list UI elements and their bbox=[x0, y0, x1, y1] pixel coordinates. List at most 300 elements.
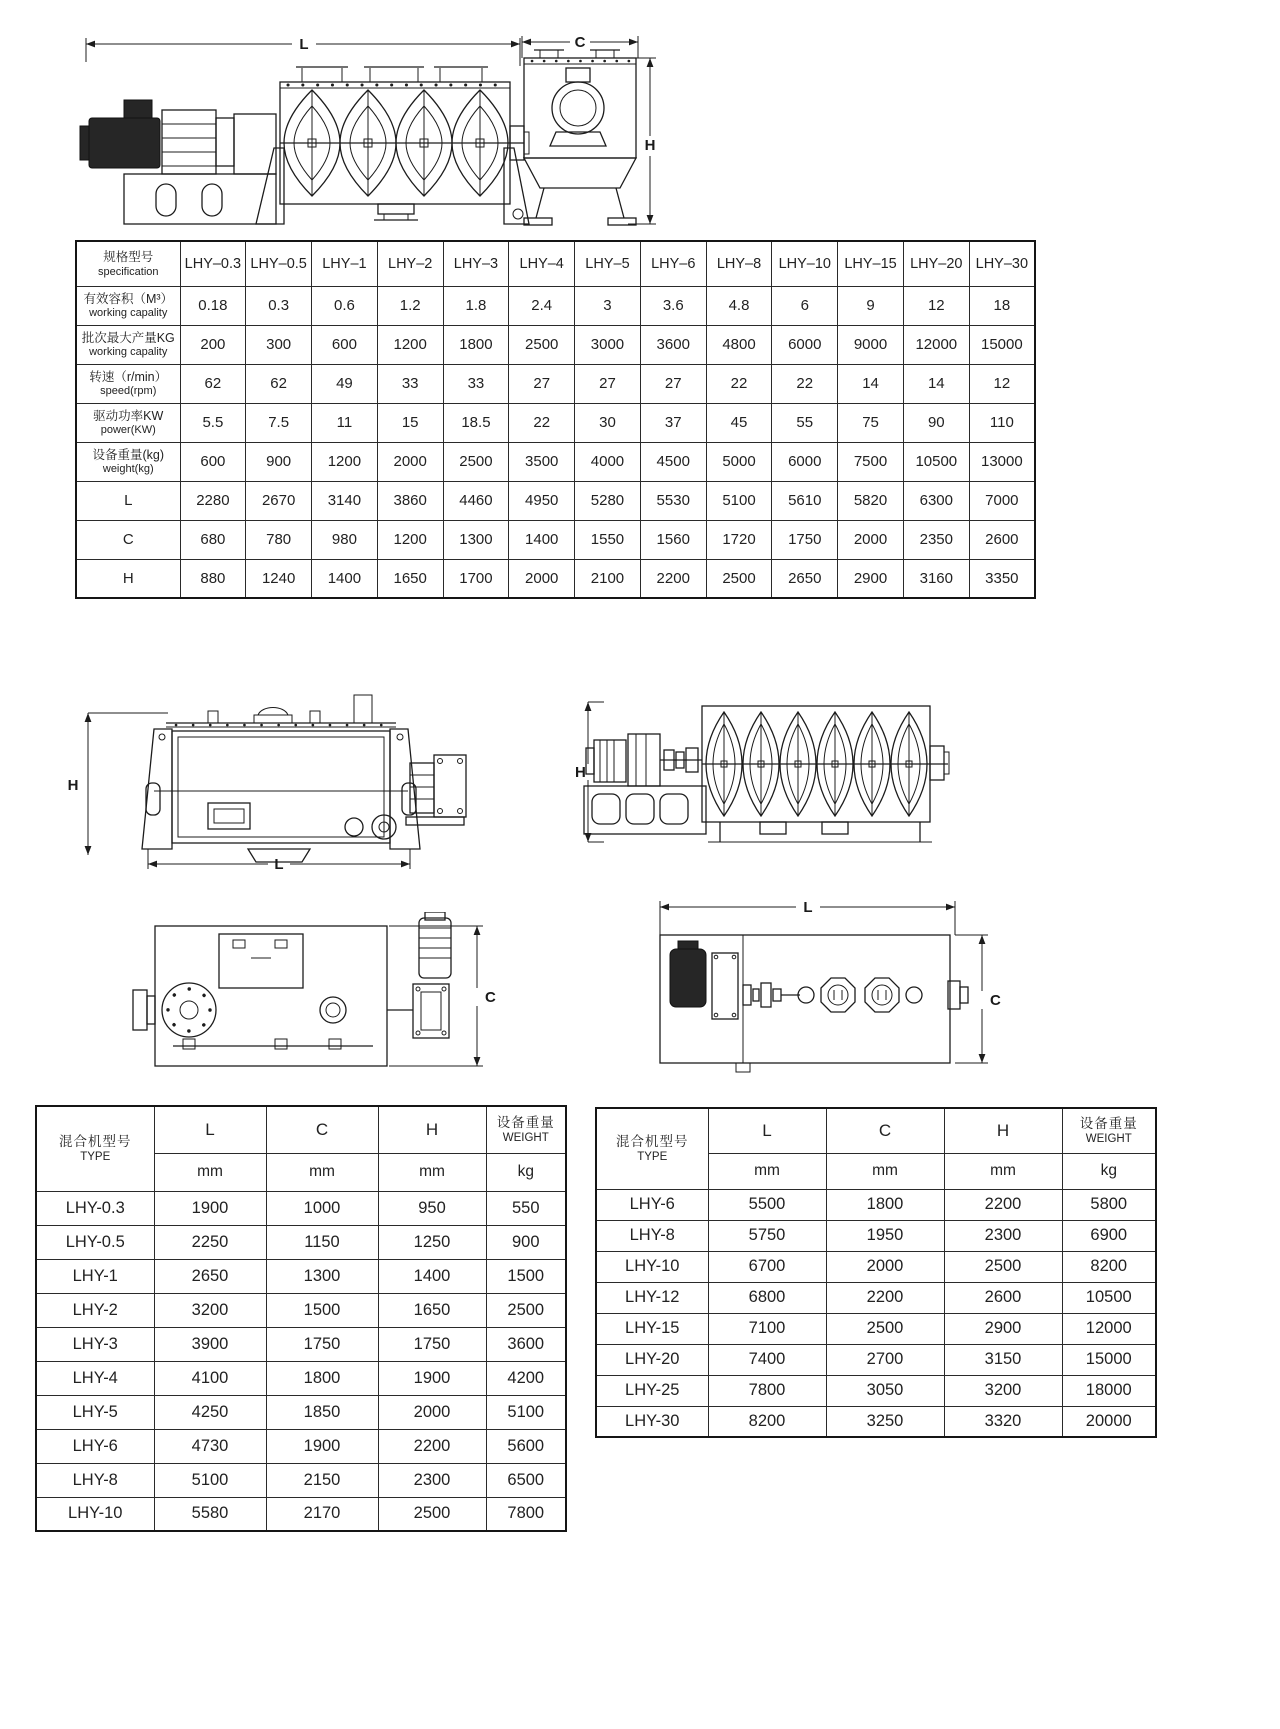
end-bearing bbox=[930, 746, 944, 780]
motor-terminal-box bbox=[124, 100, 152, 118]
spec-col-header: LHY–6 bbox=[640, 241, 706, 286]
dimension-row bbox=[36, 1327, 566, 1361]
dimension-cell: 3900 bbox=[154, 1327, 266, 1361]
spec-row-label: 批次最大产量KG working capality bbox=[76, 325, 180, 364]
spec-cell: 27 bbox=[509, 364, 575, 403]
spec-cell: 5820 bbox=[838, 481, 904, 520]
weight-header-en: WEIGHT bbox=[1085, 1132, 1132, 1145]
type-cell: LHY-10 bbox=[596, 1251, 708, 1282]
right-dimension-table bbox=[595, 1107, 1157, 1438]
spec-cell: 200 bbox=[180, 325, 246, 364]
spec-cell: 1800 bbox=[443, 325, 509, 364]
dimension-cell: 1500 bbox=[486, 1259, 566, 1293]
type-cell: LHY-1 bbox=[36, 1259, 154, 1293]
spec-cell: 3 bbox=[575, 286, 641, 325]
dimension-cell: 3050 bbox=[826, 1375, 944, 1406]
spec-cell: 5530 bbox=[640, 481, 706, 520]
col-header-L: L bbox=[708, 1108, 826, 1153]
spec-cell: 780 bbox=[246, 520, 312, 559]
manhole-flange bbox=[162, 983, 216, 1037]
spec-cell: 1400 bbox=[509, 520, 575, 559]
dim-label-L: L bbox=[274, 856, 284, 873]
spec-col-header: LHY–5 bbox=[575, 241, 641, 286]
dim-label-L: L bbox=[803, 899, 813, 916]
dimension-cell: 1150 bbox=[266, 1225, 378, 1259]
spec-col-header: LHY–4 bbox=[509, 241, 575, 286]
spec-cell: 2100 bbox=[575, 559, 641, 598]
spec-cell: 18.5 bbox=[443, 403, 509, 442]
spec-cell: 680 bbox=[180, 520, 246, 559]
type-cell: LHY-4 bbox=[36, 1361, 154, 1395]
dimension-row bbox=[36, 1259, 566, 1293]
spec-cell: 1240 bbox=[246, 559, 312, 598]
spec-cell: 1.2 bbox=[377, 286, 443, 325]
dimension-row bbox=[596, 1189, 1156, 1220]
spec-cell: 27 bbox=[575, 364, 641, 403]
spec-cell: 9000 bbox=[838, 325, 904, 364]
dimension-cell: 1800 bbox=[266, 1361, 378, 1395]
spec-cell: 1750 bbox=[772, 520, 838, 559]
dimension-cell: 7800 bbox=[486, 1497, 566, 1531]
spec-cell: 5610 bbox=[772, 481, 838, 520]
dimension-cell: 20000 bbox=[1062, 1406, 1156, 1437]
dimension-cell: 2500 bbox=[486, 1293, 566, 1327]
spec-cell: 10500 bbox=[903, 442, 969, 481]
type-header-en: TYPE bbox=[80, 1150, 111, 1163]
dimension-cell: 6800 bbox=[708, 1282, 826, 1313]
spec-col-header: LHY–15 bbox=[838, 241, 904, 286]
spec-cell: 1.8 bbox=[443, 286, 509, 325]
dimension-cell: 10500 bbox=[1062, 1282, 1156, 1313]
spec-cell: 0.6 bbox=[312, 286, 378, 325]
spec-cell: 3160 bbox=[903, 559, 969, 598]
spec-row-label: H bbox=[76, 559, 180, 598]
spec-cell: 4460 bbox=[443, 481, 509, 520]
spec-cell: 1200 bbox=[312, 442, 378, 481]
type-cell: LHY-6 bbox=[36, 1429, 154, 1463]
type-header bbox=[36, 1106, 154, 1191]
spec-row-label: L bbox=[76, 481, 180, 520]
dimension-cell: 2500 bbox=[378, 1497, 486, 1531]
dimension-cell: 3200 bbox=[154, 1293, 266, 1327]
motor-end-cap bbox=[80, 126, 89, 160]
unit-kg: kg bbox=[486, 1153, 566, 1191]
type-cell: LHY-8 bbox=[36, 1463, 154, 1497]
drive-base bbox=[124, 174, 276, 224]
col-header-L: L bbox=[154, 1106, 266, 1153]
dimension-cell: 6500 bbox=[486, 1463, 566, 1497]
type-cell: LHY-0.5 bbox=[36, 1225, 154, 1259]
spec-cell: 3.6 bbox=[640, 286, 706, 325]
spec-cell: 3600 bbox=[640, 325, 706, 364]
dimension-row bbox=[596, 1282, 1156, 1313]
spec-cell: 2500 bbox=[706, 559, 772, 598]
spec-cell: 49 bbox=[312, 364, 378, 403]
spec-col-header: LHY–30 bbox=[969, 241, 1035, 286]
dimension-cell: 900 bbox=[486, 1225, 566, 1259]
type-cell: LHY-6 bbox=[596, 1189, 708, 1220]
spec-cell: 6000 bbox=[772, 442, 838, 481]
dimension-cell: 4250 bbox=[154, 1395, 266, 1429]
spec-cell: 7.5 bbox=[246, 403, 312, 442]
spec-cell: 2900 bbox=[838, 559, 904, 598]
spec-header-en: specification bbox=[97, 265, 159, 278]
spec-col-header: LHY–20 bbox=[903, 241, 969, 286]
spec-cell: 7000 bbox=[969, 481, 1035, 520]
dimension-cell: 2650 bbox=[154, 1259, 266, 1293]
dim-label-H: H bbox=[67, 777, 79, 794]
dimension-cell: 2300 bbox=[378, 1463, 486, 1497]
dimension-row bbox=[36, 1497, 566, 1531]
spec-cell: 3350 bbox=[969, 559, 1035, 598]
spec-cell: 15000 bbox=[969, 325, 1035, 364]
dimension-cell: 1650 bbox=[378, 1293, 486, 1327]
front-panel bbox=[172, 731, 390, 843]
spec-cell: 2000 bbox=[509, 559, 575, 598]
unit-mm: mm bbox=[266, 1153, 378, 1191]
dimension-cell: 5100 bbox=[486, 1395, 566, 1429]
spec-cell: 75 bbox=[838, 403, 904, 442]
end-housing bbox=[524, 58, 636, 158]
spec-cell: 62 bbox=[246, 364, 312, 403]
dimension-cell: 2200 bbox=[944, 1189, 1062, 1220]
weight-header-zh: 设备重量 bbox=[496, 1114, 555, 1130]
weight-header bbox=[1062, 1108, 1156, 1153]
unit-kg: kg bbox=[1062, 1153, 1156, 1189]
spec-cell: 5280 bbox=[575, 481, 641, 520]
spec-cell: 1400 bbox=[312, 559, 378, 598]
spec-cell: 3500 bbox=[509, 442, 575, 481]
dimension-row bbox=[596, 1251, 1156, 1282]
unit-mm: mm bbox=[708, 1153, 826, 1189]
spec-col-header: LHY–0.5 bbox=[246, 241, 312, 286]
spec-cell: 33 bbox=[443, 364, 509, 403]
plan-body bbox=[155, 926, 387, 1066]
drawing-plan-view-long bbox=[610, 895, 1012, 1083]
drawing-end-view bbox=[500, 28, 660, 230]
spec-col-header: LHY–3 bbox=[443, 241, 509, 286]
spec-cell: 14 bbox=[903, 364, 969, 403]
dimension-cell: 8200 bbox=[708, 1406, 826, 1437]
spec-cell: 1200 bbox=[377, 325, 443, 364]
spec-cell: 0.3 bbox=[246, 286, 312, 325]
drawing-front-view bbox=[58, 643, 472, 873]
spec-row bbox=[76, 520, 1035, 559]
spec-cell: 13000 bbox=[969, 442, 1035, 481]
spec-cell: 4.8 bbox=[706, 286, 772, 325]
dimension-cell: 2600 bbox=[944, 1282, 1062, 1313]
motor bbox=[670, 949, 706, 1007]
dimension-cell: 2300 bbox=[944, 1220, 1062, 1251]
spec-cell: 22 bbox=[509, 403, 575, 442]
spec-cell: 37 bbox=[640, 403, 706, 442]
spec-cell: 3140 bbox=[312, 481, 378, 520]
spec-cell: 2200 bbox=[640, 559, 706, 598]
dimension-cell: 1900 bbox=[378, 1361, 486, 1395]
spec-cell: 22 bbox=[706, 364, 772, 403]
type-cell: LHY-8 bbox=[596, 1220, 708, 1251]
type-header bbox=[596, 1108, 708, 1189]
spec-cell: 55 bbox=[772, 403, 838, 442]
dimension-cell: 3200 bbox=[944, 1375, 1062, 1406]
spec-cell: 2.4 bbox=[509, 286, 575, 325]
dimension-cell: 2000 bbox=[826, 1251, 944, 1282]
spec-cell: 2600 bbox=[969, 520, 1035, 559]
dimension-cell: 7800 bbox=[708, 1375, 826, 1406]
spec-cell: 2670 bbox=[246, 481, 312, 520]
dimension-cell: 2250 bbox=[154, 1225, 266, 1259]
col-header-C: C bbox=[266, 1106, 378, 1153]
spec-cell: 0.18 bbox=[180, 286, 246, 325]
dimension-row bbox=[596, 1406, 1156, 1437]
dimension-row bbox=[36, 1395, 566, 1429]
dimension-cell: 1900 bbox=[154, 1191, 266, 1225]
dim-label-L: L bbox=[299, 36, 309, 53]
spec-col-header: LHY–2 bbox=[377, 241, 443, 286]
type-cell: LHY-10 bbox=[36, 1497, 154, 1531]
dimension-cell: 2200 bbox=[378, 1429, 486, 1463]
dimension-cell: 2170 bbox=[266, 1497, 378, 1531]
spec-header-zh: 规格型号 bbox=[103, 250, 154, 265]
spec-cell: 1560 bbox=[640, 520, 706, 559]
spec-cell: 2500 bbox=[509, 325, 575, 364]
drawing-side-view bbox=[78, 28, 530, 230]
spec-row-label: 转速（r/min） speed(rpm) bbox=[76, 364, 180, 403]
dimension-cell: 1750 bbox=[266, 1327, 378, 1361]
dimension-cell: 7100 bbox=[708, 1313, 826, 1344]
type-cell: LHY-2 bbox=[36, 1293, 154, 1327]
cover-plate bbox=[219, 934, 303, 988]
dimension-cell: 4730 bbox=[154, 1429, 266, 1463]
spec-cell: 45 bbox=[706, 403, 772, 442]
dimension-cell: 2000 bbox=[378, 1395, 486, 1429]
spec-cell: 1650 bbox=[377, 559, 443, 598]
type-cell: LHY-0.3 bbox=[36, 1191, 154, 1225]
spec-cell: 4500 bbox=[640, 442, 706, 481]
spec-cell: 1550 bbox=[575, 520, 641, 559]
dimension-row bbox=[596, 1313, 1156, 1344]
spec-cell: 15 bbox=[377, 403, 443, 442]
drawing-plan-view-small bbox=[125, 912, 507, 1088]
type-cell: LHY-12 bbox=[596, 1282, 708, 1313]
dimension-cell: 950 bbox=[378, 1191, 486, 1225]
dimension-cell: 1950 bbox=[826, 1220, 944, 1251]
weight-header bbox=[486, 1106, 566, 1153]
spec-table bbox=[75, 240, 1036, 599]
spec-cell: 600 bbox=[180, 442, 246, 481]
dimension-cell: 6700 bbox=[708, 1251, 826, 1282]
type-header-zh: 混合机型号 bbox=[59, 1133, 132, 1149]
dim-label-C: C bbox=[574, 34, 586, 51]
unit-mm: mm bbox=[826, 1153, 944, 1189]
dimension-cell: 1300 bbox=[266, 1259, 378, 1293]
col-header-C: C bbox=[826, 1108, 944, 1153]
spec-row-label: C bbox=[76, 520, 180, 559]
dimension-cell: 5580 bbox=[154, 1497, 266, 1531]
dimension-cell: 1850 bbox=[266, 1395, 378, 1429]
dimension-cell: 3150 bbox=[944, 1344, 1062, 1375]
dimension-cell: 4100 bbox=[154, 1361, 266, 1395]
spec-col-header: LHY–10 bbox=[772, 241, 838, 286]
type-cell: LHY-5 bbox=[36, 1395, 154, 1429]
spec-cell: 6000 bbox=[772, 325, 838, 364]
dimension-cell: 2700 bbox=[826, 1344, 944, 1375]
dimension-cell: 5750 bbox=[708, 1220, 826, 1251]
dimension-row bbox=[36, 1361, 566, 1395]
dimension-cell: 3320 bbox=[944, 1406, 1062, 1437]
spec-cell: 6 bbox=[772, 286, 838, 325]
type-header-zh: 混合机型号 bbox=[616, 1133, 689, 1149]
spec-cell: 900 bbox=[246, 442, 312, 481]
spec-cell: 9 bbox=[838, 286, 904, 325]
spec-cell: 2000 bbox=[838, 520, 904, 559]
spec-cell: 980 bbox=[312, 520, 378, 559]
dimension-cell: 1500 bbox=[266, 1293, 378, 1327]
weight-header-en: WEIGHT bbox=[502, 1131, 549, 1144]
gearbox bbox=[162, 110, 216, 174]
spec-cell: 11 bbox=[312, 403, 378, 442]
dimension-row bbox=[36, 1191, 566, 1225]
unit-mm: mm bbox=[378, 1153, 486, 1191]
type-cell: LHY-20 bbox=[596, 1344, 708, 1375]
dimension-cell: 4200 bbox=[486, 1361, 566, 1395]
spec-cell: 12000 bbox=[903, 325, 969, 364]
spec-cell: 22 bbox=[772, 364, 838, 403]
discharge-valve bbox=[378, 204, 414, 214]
spec-cell: 18 bbox=[969, 286, 1035, 325]
spec-cell: 33 bbox=[377, 364, 443, 403]
spec-cell: 1200 bbox=[377, 520, 443, 559]
spec-cell: 7500 bbox=[838, 442, 904, 481]
spec-col-header: LHY–1 bbox=[312, 241, 378, 286]
spec-header-label bbox=[76, 241, 180, 286]
dimension-cell: 8200 bbox=[1062, 1251, 1156, 1282]
dimension-row bbox=[36, 1463, 566, 1497]
spec-cell: 12 bbox=[903, 286, 969, 325]
spec-row-label: 有效容积（M³） working capality bbox=[76, 286, 180, 325]
spec-cell: 1700 bbox=[443, 559, 509, 598]
spec-cell: 600 bbox=[312, 325, 378, 364]
spec-cell: 4000 bbox=[575, 442, 641, 481]
dimension-row bbox=[36, 1293, 566, 1327]
dim-label-H: H bbox=[575, 764, 586, 781]
drawing-ribbon-side-view bbox=[570, 682, 982, 854]
motor bbox=[594, 740, 626, 782]
spec-cell: 4800 bbox=[706, 325, 772, 364]
dim-label-C: C bbox=[990, 992, 1001, 1009]
spec-cell: 1300 bbox=[443, 520, 509, 559]
type-cell: LHY-15 bbox=[596, 1313, 708, 1344]
dimension-row bbox=[36, 1225, 566, 1259]
spec-cell: 90 bbox=[903, 403, 969, 442]
dimension-cell: 12000 bbox=[1062, 1313, 1156, 1344]
spec-row bbox=[76, 325, 1035, 364]
dim-label-H: H bbox=[644, 137, 656, 154]
dimension-cell: 2500 bbox=[826, 1313, 944, 1344]
spec-cell: 4950 bbox=[509, 481, 575, 520]
spec-row bbox=[76, 559, 1035, 598]
spec-cell: 880 bbox=[180, 559, 246, 598]
gearbox bbox=[712, 953, 738, 1019]
dimension-cell: 18000 bbox=[1062, 1375, 1156, 1406]
spec-cell: 6300 bbox=[903, 481, 969, 520]
dimension-cell: 1800 bbox=[826, 1189, 944, 1220]
dimension-cell: 1250 bbox=[378, 1225, 486, 1259]
dimension-cell: 550 bbox=[486, 1191, 566, 1225]
spec-col-header: LHY–0.3 bbox=[180, 241, 246, 286]
dimension-cell: 1000 bbox=[266, 1191, 378, 1225]
col-header-H: H bbox=[944, 1108, 1062, 1153]
spec-row bbox=[76, 403, 1035, 442]
spec-cell: 5100 bbox=[706, 481, 772, 520]
spec-cell: 62 bbox=[180, 364, 246, 403]
spec-row bbox=[76, 481, 1035, 520]
spec-cell: 5.5 bbox=[180, 403, 246, 442]
dimension-row bbox=[596, 1375, 1156, 1406]
dimension-cell: 5800 bbox=[1062, 1189, 1156, 1220]
spec-cell: 3000 bbox=[575, 325, 641, 364]
spec-cell: 2280 bbox=[180, 481, 246, 520]
spec-cell: 110 bbox=[969, 403, 1035, 442]
dimension-cell: 2150 bbox=[266, 1463, 378, 1497]
motor-body bbox=[89, 118, 160, 168]
col-header-H: H bbox=[378, 1106, 486, 1153]
dimension-cell: 6900 bbox=[1062, 1220, 1156, 1251]
dimension-row bbox=[596, 1220, 1156, 1251]
gearbox bbox=[628, 734, 660, 786]
spec-row-label: 驱动功率KW power(KW) bbox=[76, 403, 180, 442]
dimension-cell: 5600 bbox=[486, 1429, 566, 1463]
spec-cell: 2650 bbox=[772, 559, 838, 598]
spec-col-header: LHY–8 bbox=[706, 241, 772, 286]
dimension-cell: 15000 bbox=[1062, 1344, 1156, 1375]
weight-header-zh: 设备重量 bbox=[1079, 1115, 1138, 1131]
dim-label-C: C bbox=[485, 989, 496, 1006]
spec-cell: 30 bbox=[575, 403, 641, 442]
type-header-en: TYPE bbox=[637, 1150, 668, 1163]
spec-cell: 300 bbox=[246, 325, 312, 364]
spec-row bbox=[76, 442, 1035, 481]
spec-cell: 5000 bbox=[706, 442, 772, 481]
dimension-row bbox=[596, 1344, 1156, 1375]
spec-cell: 12 bbox=[969, 364, 1035, 403]
dimension-cell: 2500 bbox=[944, 1251, 1062, 1282]
unit-mm: mm bbox=[944, 1153, 1062, 1189]
dimension-row bbox=[36, 1429, 566, 1463]
coupling bbox=[216, 118, 234, 166]
left-dimension-table bbox=[35, 1105, 567, 1532]
dimension-cell: 3600 bbox=[486, 1327, 566, 1361]
spec-cell: 14 bbox=[838, 364, 904, 403]
type-cell: LHY-3 bbox=[36, 1327, 154, 1361]
spec-cell: 2000 bbox=[377, 442, 443, 481]
spec-cell: 2350 bbox=[903, 520, 969, 559]
dimension-cell: 1900 bbox=[266, 1429, 378, 1463]
spec-row bbox=[76, 364, 1035, 403]
spec-cell: 1720 bbox=[706, 520, 772, 559]
spec-row-label: 设备重量(kg) weight(kg) bbox=[76, 442, 180, 481]
spec-row bbox=[76, 286, 1035, 325]
dimension-cell: 5100 bbox=[154, 1463, 266, 1497]
type-cell: LHY-30 bbox=[596, 1406, 708, 1437]
type-cell: LHY-25 bbox=[596, 1375, 708, 1406]
dimension-cell: 5500 bbox=[708, 1189, 826, 1220]
side-gearbox bbox=[434, 755, 466, 817]
dimension-cell: 3250 bbox=[826, 1406, 944, 1437]
spec-cell: 27 bbox=[640, 364, 706, 403]
dimension-cell: 2900 bbox=[944, 1313, 1062, 1344]
dimension-cell: 1400 bbox=[378, 1259, 486, 1293]
